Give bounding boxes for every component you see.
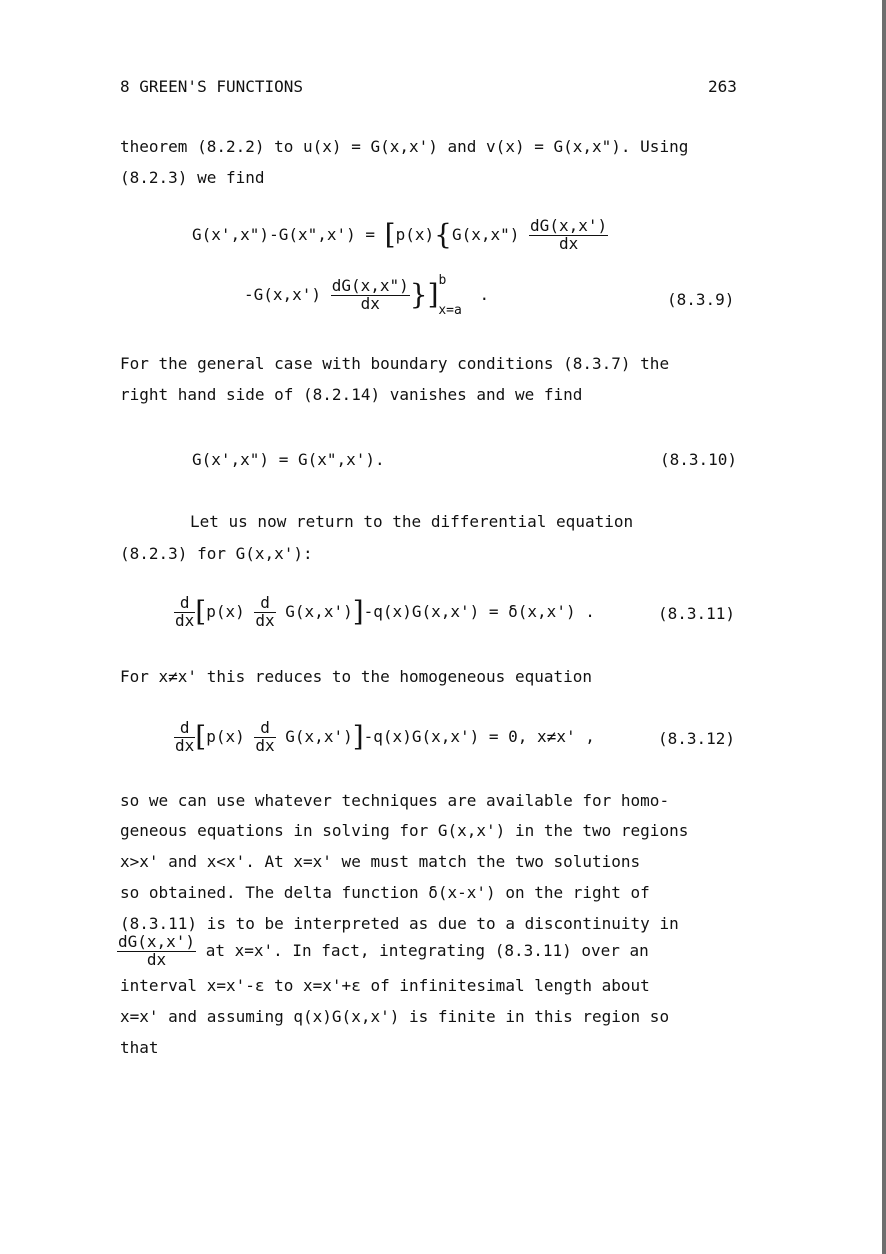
para5-line7: interval x=x'-ε to x=x'+ε of infinitesimal length about — [120, 976, 650, 995]
right-bracket: ] — [352, 720, 364, 754]
eq839-frac1-den: dx — [558, 233, 579, 253]
equation-number-8-3-12: (8.3.12) — [658, 729, 736, 748]
para1-line1: theorem (8.2.2) to u(x) = G(x,x') and v(x) = G(x,x"). Using — [120, 137, 689, 156]
right-bracket: ] — [352, 595, 364, 629]
right-brace: } — [409, 278, 428, 312]
eq8311-d-num: d — [174, 595, 195, 613]
eq839-g1: G(x,x") — [451, 224, 520, 244]
equation-8-3-11 — [174, 595, 595, 630]
eq8312-rest: -q(x)G(x,x') = 0, x≠x' , — [363, 726, 595, 746]
equation-8-3-9-line1 — [192, 218, 608, 253]
para5-line3: x>x' and x<x'. At x=x' we must match the two solutions — [120, 852, 641, 871]
eq8311-d-den: dx — [175, 610, 195, 630]
left-bracket: [ — [384, 218, 396, 252]
left-brace: { — [434, 218, 452, 252]
eq839-minus-g2: -G(x,x') — [244, 284, 322, 304]
page-number: 263 — [708, 77, 737, 96]
equation-number-8-3-10: (8.3.10) — [660, 450, 738, 469]
eq8311-d-dx — [174, 595, 195, 630]
equation-number-8-3-9: (8.3.9) — [667, 290, 735, 309]
equation-8-3-10: G(x',x") = G(x",x'). — [192, 450, 385, 469]
eq839-fraction1 — [529, 218, 608, 253]
eq8311-d2-den: dx — [255, 610, 275, 630]
para5-line2: geneous equations in solving for G(x,x') in the two regions — [120, 821, 689, 840]
eq839-upper-limit: b — [438, 272, 447, 288]
eq839-frac2-num: dG(x,x") — [331, 276, 409, 295]
eq8312-d-den: dx — [175, 735, 195, 755]
para5-line9: that — [120, 1038, 159, 1057]
equation-8-3-9-line2 — [244, 272, 490, 318]
eq8312-g: G(x,x') — [285, 726, 353, 746]
left-bracket: [ — [195, 720, 207, 754]
para5-line6-rest: at x=x'. In fact, integrating (8.3.11) over an — [205, 940, 649, 960]
eq8312-d-num: d — [174, 720, 195, 738]
equation-8-3-12 — [174, 720, 595, 755]
eq839-p: p(x) — [395, 224, 435, 244]
para2-line1: For the general case with boundary conditions (8.3.7) the — [120, 354, 670, 373]
eq8311-rest: -q(x)G(x,x') = δ(x,x') . — [363, 601, 595, 621]
left-bracket: [ — [195, 595, 207, 629]
para5-line6 — [117, 934, 649, 969]
eq839-lhs: G(x',x")-G(x",x') = — [192, 224, 376, 244]
eq839-frac1-num: dG(x,x') — [530, 216, 608, 235]
para5-line5: (8.3.11) is to be interpreted as due to a discontinuity in — [120, 914, 679, 933]
para1-line2: (8.2.3) we find — [120, 168, 265, 187]
para3-line1: Let us now return to the differential equation — [190, 512, 634, 531]
eq8312-d-dx — [174, 720, 195, 755]
eq839-frac2-den: dx — [360, 293, 380, 313]
eq8312-d2-dx — [254, 720, 275, 755]
eq839-lower-limit: x=a — [438, 302, 462, 318]
eq8311-d2-dx — [254, 595, 275, 630]
para5-fraction-dG-dx — [117, 934, 196, 969]
eq8311-g: G(x,x') — [285, 601, 353, 621]
para4-line1: For x≠x' this reduces to the homogeneous equation — [120, 667, 593, 686]
right-bracket: ] — [427, 278, 439, 312]
para5-line8: x=x' and assuming q(x)G(x,x') is finite in this region so — [120, 1007, 670, 1026]
running-header-chapter: 8 GREEN'S FUNCTIONS — [120, 77, 304, 96]
eq8312-p: p(x) — [206, 726, 245, 746]
eq839-period: . — [479, 284, 490, 304]
eq8312-d2-num: d — [254, 720, 275, 738]
equation-number-8-3-11: (8.3.11) — [658, 604, 736, 623]
eq839-fraction2 — [331, 278, 410, 313]
para5-line4: so obtained. The delta function δ(x-x') on the right of — [120, 883, 650, 902]
page-edge — [882, 0, 886, 1254]
para5-frac-num: dG(x,x') — [118, 932, 196, 951]
para3-line2: (8.2.3) for G(x,x'): — [120, 544, 313, 563]
eq8312-d2-den: dx — [255, 735, 275, 755]
eq8311-p: p(x) — [206, 601, 245, 621]
para2-line2: right hand side of (8.2.14) vanishes and we find — [120, 385, 583, 404]
eq8311-d2-num: d — [254, 595, 275, 613]
para5-frac-den: dx — [146, 949, 167, 969]
para5-line1: so we can use whatever techniques are available for homo- — [120, 791, 670, 810]
